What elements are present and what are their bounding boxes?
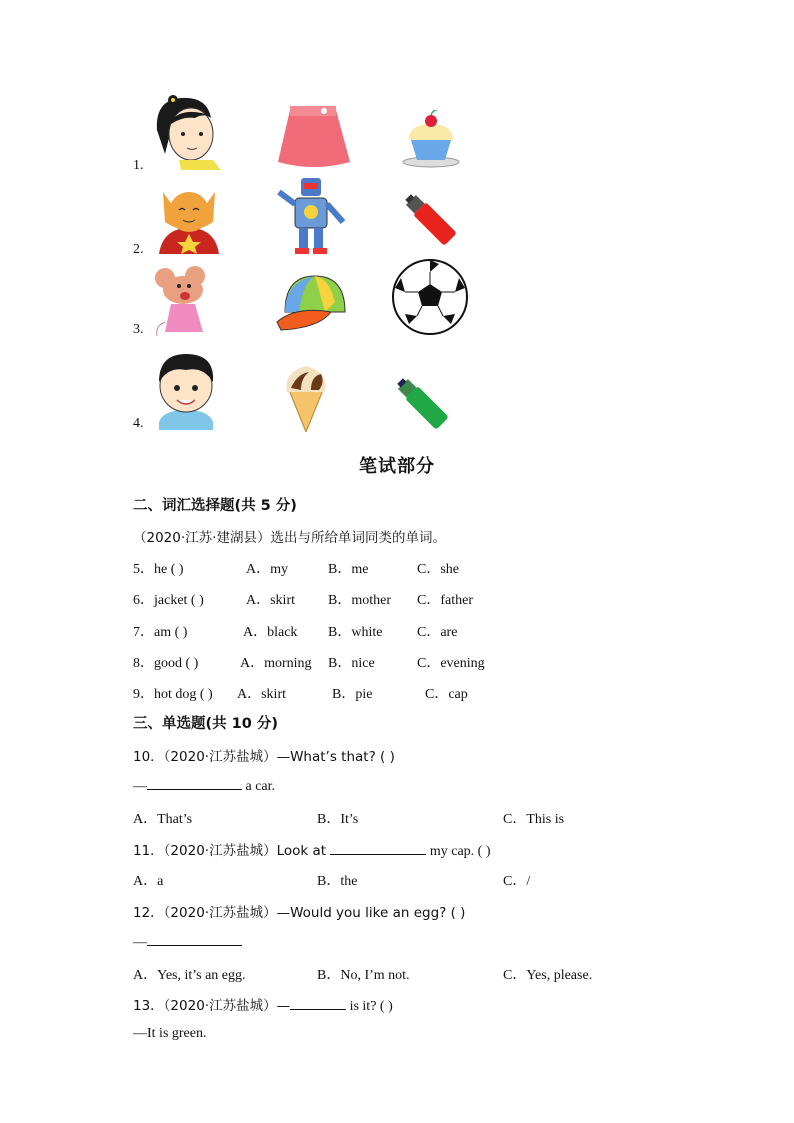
option-c[interactable]: C．evening	[417, 656, 485, 671]
dash: —	[133, 935, 147, 950]
question-11	[133, 839, 491, 860]
question-13	[133, 994, 393, 1015]
question-10	[133, 745, 395, 766]
question-7	[133, 621, 458, 641]
option-c[interactable]: C．are	[417, 625, 458, 640]
question-stem: 8．good ( )	[133, 656, 199, 671]
option-b[interactable]: B．white	[328, 625, 383, 640]
option-c[interactable]: C．/	[503, 874, 531, 889]
option-c[interactable]: C．father	[417, 593, 473, 608]
question-stem: 12．（2020·江苏盐城）—Would you like an egg? ( )	[133, 905, 466, 921]
written-part-title: 笔试部分	[359, 456, 435, 477]
section-2-title: 二、词汇选择题(共 5 分)	[133, 498, 297, 514]
option-b[interactable]: B．me	[328, 562, 369, 577]
reply-text: a car.	[242, 779, 276, 794]
answer-blank[interactable]	[147, 777, 242, 790]
answer-blank[interactable]	[290, 997, 346, 1010]
picture-row-2	[133, 176, 533, 256]
question-stem-end: is it? ( )	[346, 999, 393, 1014]
cap-picture	[275, 272, 351, 334]
answer-blank[interactable]	[147, 933, 242, 946]
cupcake-picture	[401, 110, 461, 168]
question-8	[133, 652, 485, 672]
option-c[interactable]: C．This is	[503, 812, 565, 827]
question-13-reply: —It is green.	[133, 1026, 207, 1041]
mouse-picture	[151, 266, 221, 336]
question-stem: 10．（2020·江苏盐城）—What’s that? ( )	[133, 749, 395, 765]
option-c[interactable]: C．Yes, please.	[503, 968, 593, 983]
option-a[interactable]: A．skirt	[237, 687, 286, 702]
option-b[interactable]: B．It’s	[317, 812, 359, 827]
option-b[interactable]: B．pie	[332, 687, 373, 702]
row-number: 1.	[133, 158, 144, 173]
question-5	[133, 558, 459, 578]
row-number: 2.	[133, 242, 144, 257]
option-a[interactable]: A．That’s	[133, 812, 193, 827]
question-stem: 9．hot dog ( )	[133, 687, 213, 702]
dash: —	[133, 779, 147, 794]
section-3-title: 三、单选题(共 10 分)	[133, 716, 279, 732]
option-c[interactable]: C．cap	[425, 687, 468, 702]
question-stem: 7．am ( )	[133, 625, 188, 640]
question-stem: 11．（2020·江苏盐城）Look at	[133, 843, 331, 859]
option-a[interactable]: A．a	[133, 874, 164, 889]
question-9	[133, 683, 468, 703]
option-a[interactable]: A．Yes, it’s an egg.	[133, 968, 246, 983]
row-number: 3.	[133, 322, 144, 337]
question-stem: 5．he ( )	[133, 562, 184, 577]
option-b[interactable]: B．No, I’m not.	[317, 968, 410, 983]
row-number: 4.	[133, 416, 144, 431]
boy-face-picture	[151, 350, 221, 430]
question-6	[133, 589, 473, 609]
question-12	[133, 901, 465, 922]
answer-blank[interactable]	[330, 842, 426, 855]
football-picture	[391, 258, 469, 336]
option-b[interactable]: B．nice	[328, 656, 375, 671]
option-a[interactable]: A．black	[243, 625, 298, 640]
ice-cream-picture	[283, 364, 329, 432]
option-b[interactable]: B．the	[317, 874, 358, 889]
skirt-picture	[276, 104, 352, 170]
cat-picture	[153, 182, 225, 254]
section-2-instruction: （2020·江苏·建湖县）选出与所给单词同类的单词。	[133, 530, 446, 546]
question-10-reply	[133, 777, 275, 795]
question-stem-end: my cap. ( )	[426, 844, 491, 859]
robot-picture	[273, 176, 349, 256]
picture-row-1	[133, 92, 533, 172]
red-bottle-picture	[399, 188, 461, 250]
option-b[interactable]: B．mother	[328, 593, 391, 608]
question-12-reply	[133, 933, 242, 951]
option-c[interactable]: C．she	[417, 562, 459, 577]
girl-face-picture	[151, 92, 231, 170]
question-stem: 6．jacket ( )	[133, 593, 204, 608]
option-a[interactable]: A．morning	[240, 656, 312, 671]
picture-row-3	[133, 256, 533, 336]
picture-row-4	[133, 350, 533, 430]
option-a[interactable]: A．my	[246, 562, 288, 577]
question-stem: 13．（2020·江苏盐城）—	[133, 998, 291, 1014]
green-bottle-picture	[391, 372, 453, 434]
option-a[interactable]: A．skirt	[246, 593, 295, 608]
